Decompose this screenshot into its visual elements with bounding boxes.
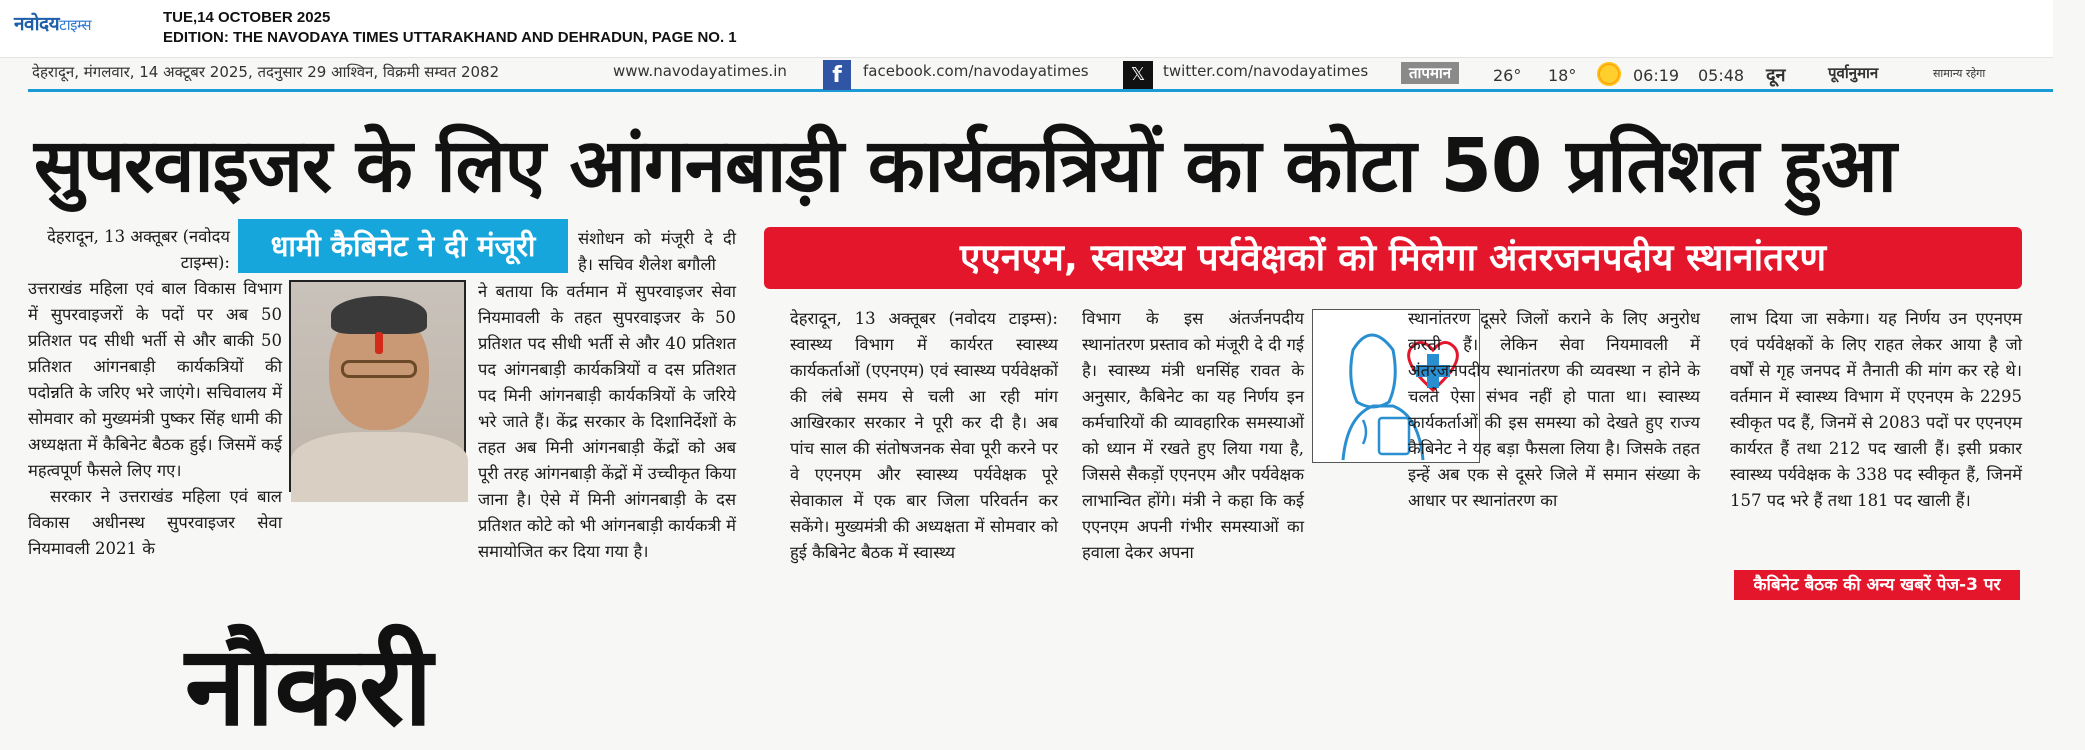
photo-body	[291, 432, 468, 502]
edition-date: TUE,14 OCTOBER 2025	[163, 9, 331, 26]
story1-paragraph-1: उत्तराखंड महिला एवं बाल विकास विभाग में सुपरवाइजरों के पदों पर अब 50 प्रतिशत पद सीधी भर्ती से और बाकी 50 प्रतिशत आंगनबाड़ी कार्यकत्रियों की पदोन्नति के जरिए भरे जाएंगे। सचिवालय में सोमवार को मुख्यमंत्री पुष्कर सिंह धामी की अध्यक्षता में कैबिनेट बैठक हुई। जिसमें कई महत्वपूर्ण फैसले लिए गए।	[28, 279, 282, 480]
main-headline: सुपरवाइजर के लिए आंगनबाड़ी कार्यकत्रियों का कोटा 50 प्रतिशत हुआ	[34, 123, 1896, 209]
page-folio	[28, 58, 2053, 92]
story1-column-2-top: संशोधन को मंजूरी दे दी है। सचिव शैलेश बगौली	[578, 229, 736, 274]
folio-dateline: देहरादून, मंगलवार, 14 अक्टूबर 2025, तदनुसार 29 आश्विन, विक्रमी सम्वत 2082	[32, 63, 500, 81]
sun-icon	[1595, 60, 1623, 88]
photo-tilak	[375, 332, 383, 354]
story1-kicker: धामी कैबिनेट ने दी मंजूरी	[238, 219, 568, 273]
forecast-text: सामान्य रहेगा	[1933, 67, 1986, 80]
weather-city: दून	[1766, 65, 1786, 86]
story1-column-1	[28, 276, 282, 618]
story1-dateline: देहरादून, 13 अक्तूबर (नवोदय टाइम्स):	[47, 227, 230, 272]
sunrise-time: 06:19	[1633, 66, 1680, 85]
folio-website: www.navodayatimes.in	[613, 62, 787, 80]
story1-column-2: ने बताया कि वर्तमान में सुपरवाइजर सेवा नियमावली के तहत सुपरवाइजर के 50 प्रतिशत पद सीधी भर्ती से और 40 प्रतिशत पद आंगनबाड़ी कार्यकत्रियों व दस प्रतिशत पद मिनी आंगनबाड़ी कार्यकत्रियों के जरिये भरे जाते हैं। केंद्र सरकार के दिशानिर्देशों के तहत अब मिनी आंगनबाड़ी केंद्रों को अब पूरी तरह आंगनबाड़ी केंद्रों में उच्चीकृत किया जाना है। ऐसे में मिनी आंगनबाड़ी के दस प्रतिशत कोटे को भी आंगनबाड़ी कार्यकत्री में समायोजित कर दिया गया है।	[478, 282, 736, 561]
next-headline-partial: नौकरी	[185, 622, 433, 750]
folio-twitter: twitter.com/navodayatimes	[1163, 62, 1369, 80]
temperature-min: 18°	[1548, 66, 1577, 85]
edition-info	[163, 8, 737, 48]
story2-column-4: लाभ दिया जा सकेगा। यह निर्णय उन एएनएम एवं पर्यवेक्षकों के लिए राहत लेकर आया है जो वर्षों से गृह जनपद में तैनाती की मांग कर रहे थे। वर्तमान में स्वास्थ्य विभाग में एएनएम के 2295 स्वीकृत पद हैं, जिनमें से 2083 पदों पर एएनएम कार्यरत हैं तथा 212 पद खाली हैं। इसी प्रकार स्वास्थ्य पर्यवेक्षक के 338 पद स्वीकृत हैं, जिनमें 157 पद भरे हैं तथा 181 पद खाली हैं।	[1730, 309, 2022, 510]
cm-photo	[289, 280, 466, 492]
temperature-max: 26°	[1493, 66, 1522, 85]
forecast-label: पूर्वानुमान	[1828, 64, 1879, 82]
photo-glasses	[341, 360, 417, 378]
story1-paragraph-2: सरकार ने उत्तराखंड महिला एवं बाल विकास अधीनस्थ सुपरवाइजर सेवा नियमावली 2021 के	[28, 487, 282, 558]
story2-banner: एएनएम, स्वास्थ्य पर्यवेक्षकों को मिलेगा अंतरजनपदीय स्थानांतरण	[764, 227, 2022, 289]
story2-column-2: विभाग के इस अंतर्जनपदीय स्थानांतरण प्रस्ताव को मंजूरी दे दी गई है। स्वास्थ्य मंत्री धनसिंह रावत के अनुसार, कैबिनेट का यह निर्णय इन कर्मचारियों की व्यावहारिक समस्याओं को ध्यान में रखते हुए लिया गया है, जिससे सैकड़ों एएनएम और पर्यवेक्षक लाभान्वित होंगे। मंत्री ने कहा कि कई एएनएम अपनी गंभीर समस्याओं का हवाला देकर अपना	[1082, 309, 1304, 562]
sunset-time: 05:48	[1698, 66, 1745, 85]
story2-column-1: देहरादून, 13 अक्तूबर (नवोदय टाइम्स): स्वास्थ्य विभाग में कार्यरत स्वास्थ्य कार्यकर्ताओं (एएनएम) एवं स्वास्थ्य पर्यवेक्षकों की लंबे समय से चली आ रही मांग आखिरकार सरकार ने पूरी कर दी है। अब पांच साल की संतोषजनक सेवा पूरी करने पर वे एएनएम और स्वास्थ्य पर्यवेक्षक पूरे सेवाकाल में एक बार जिला परिवर्तन कर सकेंगे। मुख्यमंत्री की अध्यक्षता में सोमवार को हुई कैबिनेट बैठक में स्वास्थ्य	[790, 309, 1058, 562]
photo-hair	[331, 296, 427, 334]
logo-main: नवोदय	[14, 13, 60, 35]
cabinet-news-link[interactable]: कैबिनेट बैठक की अन्य खबरें पेज-3 पर	[1734, 570, 2020, 600]
facebook-icon: f	[823, 60, 851, 90]
story2-column-3: स्थानांतरण दूसरे जिलों कराने के लिए अनुरोध करती हैं। लेकिन सेवा नियमावली में अंतरजनपदीय स्थानांतरण की व्यवस्था न होने के चलते ऐसा संभव नहीं हो पाता था। स्वास्थ्य कार्यकर्ताओं की इस समस्या को देखते हुए राज्य कैबिनेट ने यह बड़ा फैसला लिया है। जिसके तहत इन्हें अब एक से दूसरे जिले में समान संख्या के आधार पर स्थानांतरण का	[1408, 309, 1700, 510]
viewer-header	[0, 0, 2053, 58]
edition-name: EDITION: THE NAVODAYA TIMES UTTARAKHAND AND DEHRADUN, PAGE NO. 1	[163, 29, 737, 46]
x-icon: 𝕏	[1123, 61, 1153, 89]
folio-facebook: facebook.com/navodayatimes	[863, 62, 1089, 80]
temperature-label: तापमान	[1401, 62, 1459, 84]
site-logo[interactable]	[14, 10, 91, 36]
logo-sub: टाइम्स	[59, 16, 91, 34]
